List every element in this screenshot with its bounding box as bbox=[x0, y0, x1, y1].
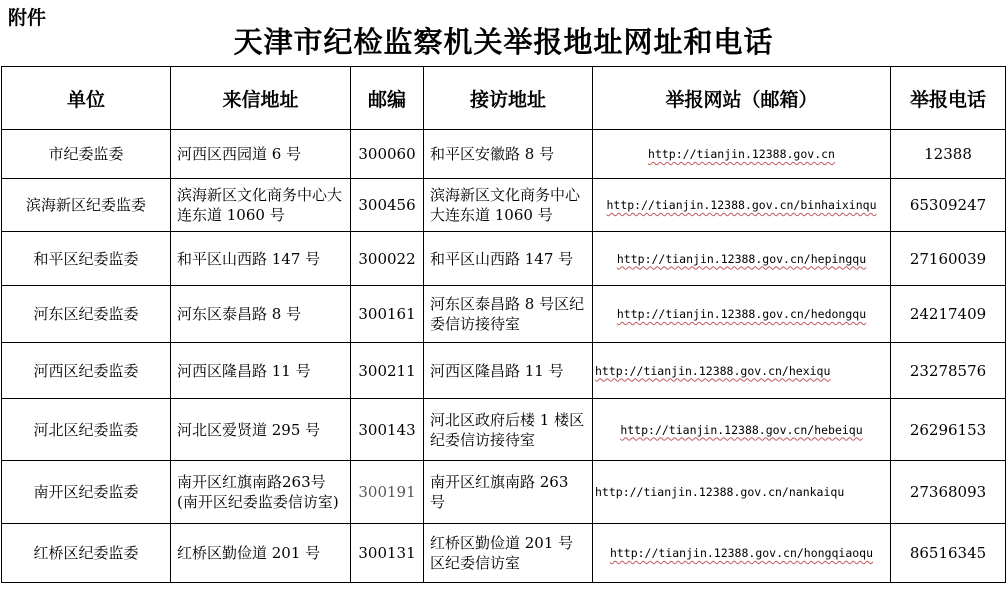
cell-mail-address: 红桥区勤俭道 201 号 bbox=[171, 524, 351, 583]
cell-unit: 市纪委监委 bbox=[2, 130, 171, 179]
table-row bbox=[2, 179, 1006, 232]
cell-unit: 滨海新区纪委监委 bbox=[2, 179, 171, 232]
cell-postcode: 300022 bbox=[351, 232, 424, 286]
cell-website bbox=[593, 399, 891, 461]
cell-mail-address: 滨海新区文化商务中心大连东道 1060 号 bbox=[171, 179, 351, 232]
website-link[interactable]: http://tianjin.12388.gov.cn/binhaixinqu bbox=[606, 198, 877, 212]
cell-phone: 12388 bbox=[891, 130, 1006, 179]
cell-mail-address: 河西区西园道 6 号 bbox=[171, 130, 351, 179]
cell-phone: 86516345 bbox=[891, 524, 1006, 583]
attachment-label: 附件 bbox=[8, 7, 47, 29]
website-link[interactable]: http://tianjin.12388.gov.cn/hexiqu bbox=[595, 363, 831, 378]
cell-visit-address: 河东区泰昌路 8 号区纪委信访接待室 bbox=[424, 286, 593, 343]
col-header-unit: 单位 bbox=[2, 67, 171, 130]
cell-visit-address: 红桥区勤俭道 201 号区纪委信访室 bbox=[424, 524, 593, 583]
col-header-phone: 举报电话 bbox=[891, 67, 1006, 130]
cell-phone: 27160039 bbox=[891, 232, 1006, 286]
table-row bbox=[2, 232, 1006, 286]
table-row bbox=[2, 286, 1006, 343]
cell-mail-address: 南开区红旗南路263号(南开区纪委监委信访室) bbox=[171, 461, 351, 524]
cell-website bbox=[593, 130, 891, 179]
cell-postcode: 300060 bbox=[351, 130, 424, 179]
cell-website bbox=[593, 461, 891, 524]
website-link[interactable]: http://tianjin.12388.gov.cn/hebeiqu bbox=[620, 422, 863, 437]
cell-postcode: 300191 bbox=[351, 461, 424, 524]
cell-website bbox=[593, 232, 891, 286]
cell-unit: 河北区纪委监委 bbox=[2, 399, 171, 461]
table-row bbox=[2, 130, 1006, 179]
table-row bbox=[2, 524, 1006, 583]
table-row bbox=[2, 399, 1006, 461]
cell-mail-address: 河北区爱贤道 295 号 bbox=[171, 399, 351, 461]
website-link[interactable]: http://tianjin.12388.gov.cn/hepingqu bbox=[616, 251, 867, 266]
cell-phone: 27368093 bbox=[891, 461, 1006, 524]
cell-postcode: 300161 bbox=[351, 286, 424, 343]
cell-mail-address: 河西区隆昌路 11 号 bbox=[171, 343, 351, 399]
document-title: 天津市纪检监察机关举报地址网址和电话 bbox=[233, 25, 774, 59]
col-header-postcode: 邮编 bbox=[351, 67, 424, 130]
cell-phone: 65309247 bbox=[891, 179, 1006, 232]
cell-visit-address: 和平区安徽路 8 号 bbox=[424, 130, 593, 179]
website-link[interactable]: http://tianjin.12388.gov.cn/nankaiqu bbox=[595, 485, 845, 499]
cell-website bbox=[593, 524, 891, 583]
cell-postcode: 300456 bbox=[351, 179, 424, 232]
cell-phone: 23278576 bbox=[891, 343, 1006, 399]
cell-visit-address: 和平区山西路 147 号 bbox=[424, 232, 593, 286]
col-header-mail-address: 来信地址 bbox=[171, 67, 351, 130]
cell-unit: 南开区纪委监委 bbox=[2, 461, 171, 524]
cell-visit-address: 河西区隆昌路 11 号 bbox=[424, 343, 593, 399]
cell-website bbox=[593, 343, 891, 399]
report-contact-table bbox=[1, 66, 1006, 583]
cell-unit: 红桥区纪委监委 bbox=[2, 524, 171, 583]
table-header-row bbox=[2, 67, 1006, 130]
cell-website bbox=[593, 286, 891, 343]
table-row bbox=[2, 343, 1006, 399]
cell-unit: 河西区纪委监委 bbox=[2, 343, 171, 399]
table-row bbox=[2, 461, 1006, 524]
cell-visit-address: 滨海新区文化商务中心大连东道 1060 号 bbox=[424, 179, 593, 232]
cell-unit: 河东区纪委监委 bbox=[2, 286, 171, 343]
cell-website bbox=[593, 179, 891, 232]
cell-visit-address: 河北区政府后楼 1 楼区纪委信访接待室 bbox=[424, 399, 593, 461]
cell-phone: 26296153 bbox=[891, 399, 1006, 461]
website-link[interactable]: http://tianjin.12388.gov.cn bbox=[648, 147, 835, 161]
website-link[interactable]: http://tianjin.12388.gov.cn/hongqiaoqu bbox=[609, 546, 874, 560]
cell-postcode: 300211 bbox=[351, 343, 424, 399]
website-link[interactable]: http://tianjin.12388.gov.cn/hedongqu bbox=[616, 307, 867, 321]
cell-postcode: 300143 bbox=[351, 399, 424, 461]
cell-unit: 和平区纪委监委 bbox=[2, 232, 171, 286]
cell-mail-address: 和平区山西路 147 号 bbox=[171, 232, 351, 286]
cell-mail-address: 河东区泰昌路 8 号 bbox=[171, 286, 351, 343]
col-header-website: 举报网站（邮箱） bbox=[593, 67, 891, 130]
cell-phone: 24217409 bbox=[891, 286, 1006, 343]
col-header-visit-address: 接访地址 bbox=[424, 67, 593, 130]
cell-postcode: 300131 bbox=[351, 524, 424, 583]
cell-visit-address: 南开区红旗南路 263 号 bbox=[424, 461, 593, 524]
